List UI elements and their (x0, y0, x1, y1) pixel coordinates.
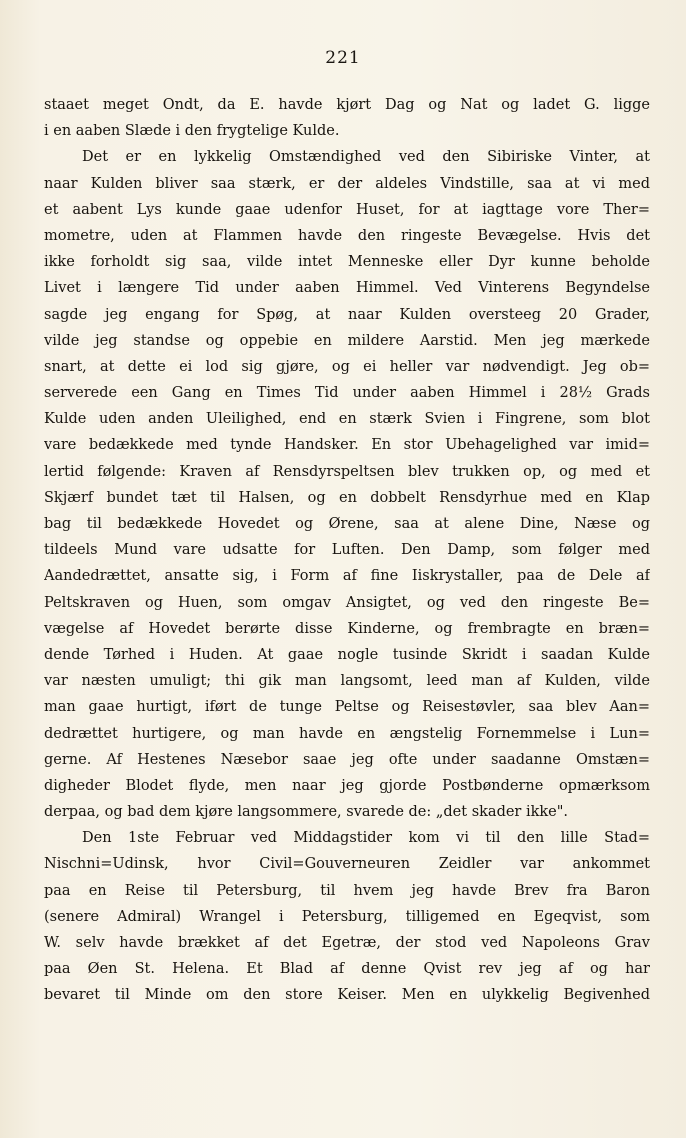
text-line: (senere Admiral) Wrangel i Petersburg, tilligemed en Egeqvist, som (44, 908, 650, 925)
text-line: Nischni=Udinsk, hvor Civil=Gouverneuren Zeidler var ankommet (44, 856, 650, 873)
text-line: staaet meget Ondt, da E. havde kjørt Dag og Nat og ladet G. ligge (44, 97, 650, 113)
text-line: Livet i længere Tid under aaben Himmel. Ved Vinterens Begyndelse (44, 280, 650, 297)
text-line: W. selv havde brækket af det Egetræ, der stod ved Napoleons Grav (44, 935, 650, 951)
text-line: mometre, uden at Flammen havde den ringeste Bevægelse. Hvis det (44, 227, 650, 244)
text-line: dende Tørhed i Huden. At gaae nogle tusinde Skridt i saadan Kulde (44, 646, 650, 663)
text-line: snart, at dette ei lod sig gjøre, og ei heller var nødvendigt. Jeg ob= (44, 358, 650, 375)
text-line: vare bedækkede med tynde Handsker. En stor Ubehagelighed var imid= (44, 437, 650, 454)
text-line: Peltskraven og Huen, som omgav Ansigtet, og ved den ringeste Be= (44, 594, 650, 611)
text-line: serverede een Gang en Times Tid under aaben Himmel i 28½ Grads (44, 385, 650, 402)
text-line: paa Øen St. Helena. Et Blad af denne Qvist rev jeg af og har (44, 961, 650, 978)
text-line: paa en Reise til Petersburg, til hvem jeg havde Brev fra Baron (44, 882, 650, 899)
text-line: gerne. Af Hestenes Næsebor saae jeg ofte under saadanne Omstæn= (44, 751, 650, 768)
text-line: derpaa, og bad dem kjøre langsommere, svarede de: „det skader ikke". (44, 804, 569, 821)
text-line: Den 1ste Februar ved Middagstider kom vi til den lille Stad= (82, 830, 650, 847)
body-text (44, 92, 650, 1009)
text-line: lertid følgende: Kraven af Rensdyrspeltsen blev trukken op, og med et (44, 463, 650, 480)
text-line: dedrættet hurtigere, og man havde en ængstelig Fornemmelse i Lun= (44, 725, 650, 742)
text-line: vilde jeg standse og oppebie en mildere Aarstid. Men jeg mærkede (44, 332, 650, 349)
text-line: Skjærf bundet tæt til Halsen, og en dobbelt Rensdyrhue med en Klap (44, 489, 650, 506)
text-line: naar Kulden bliver saa stærk, er der aldeles Vindstille, saa at vi med (44, 175, 650, 192)
page-number: 221 (325, 48, 361, 68)
text-line: tildeels Mund vare udsatte for Luften. Den Damp, som følger med (44, 542, 650, 559)
text-line: i en aaben Slæde i den frygtelige Kulde. (44, 123, 340, 140)
text-line: Det er en lykkelig Omstændighed ved den Sibiriske Vinter, at (82, 149, 650, 166)
text-line: bevaret til Minde om den store Keiser. Men en ulykkelig Begivenhed (44, 987, 650, 1004)
text-line: var næsten umuligt; thi gik man langsomt, leed man af Kulden, vilde (44, 673, 650, 690)
text-line: digheder Blodet flyde, men naar jeg gjorde Postbønderne opmærksom (44, 777, 650, 794)
text-line: bag til bedækkede Hovedet og Ørene, saa at alene Dine, Næse og (44, 516, 650, 532)
text-line: et aabent Lys kunde gaae udenfor Huset, for at iagttage vore Ther= (44, 201, 650, 218)
text-line: vægelse af Hovedet berørte disse Kinderne, og frembragte en bræn= (44, 620, 650, 637)
text-line: man gaae hurtigt, iført de tunge Peltse og Reisestøvler, saa blev Aan= (44, 699, 650, 716)
text-line: Aandedrættet, ansatte sig, i Form af fine Iiskrystaller, paa de Dele af (44, 568, 650, 585)
text-line: Kulde uden anden Uleilighed, end en stærk Svien i Fingrene, som blot (44, 411, 650, 428)
text-line: sagde jeg engang for Spøg, at naar Kulden oversteeg 20 Grader, (44, 306, 650, 323)
text-line: ikke forholdt sig saa, vilde intet Menneske eller Dyr kunne beholde (44, 254, 650, 271)
